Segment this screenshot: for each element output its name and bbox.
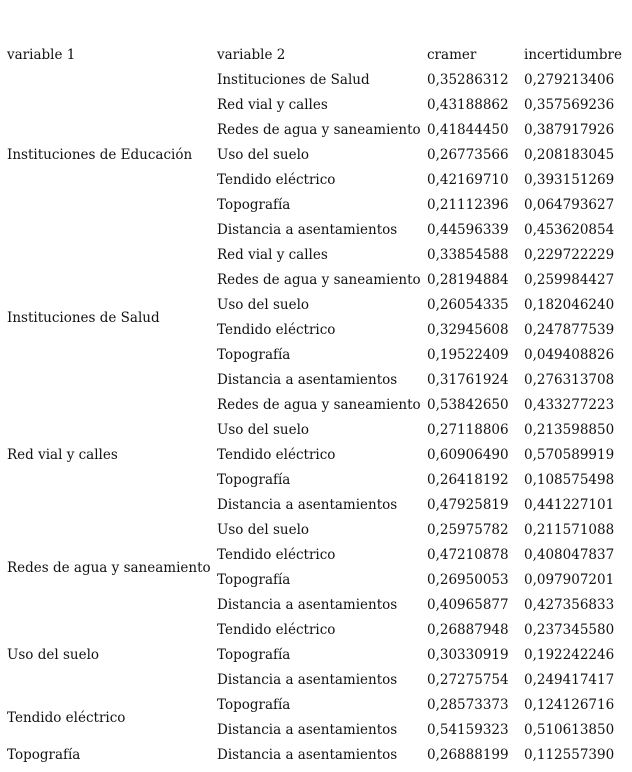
incertidumbre-cell: 0,049408826 [524,347,615,363]
variable-2-cell: Topografía [217,472,291,488]
cramer-cell: 0,28573373 [427,697,509,713]
incertidumbre-cell: 0,453620854 [524,222,615,238]
cramer-cell: 0,26773566 [427,147,509,163]
table-row [0,618,632,643]
variable-2-cell: Red vial y calles [217,247,328,263]
cramer-cell: 0,26054335 [427,297,509,313]
cramer-cell: 0,32945608 [427,322,509,338]
cramer-cell: 0,41844450 [427,122,509,138]
incertidumbre-cell: 0,393151269 [524,172,615,188]
table-row [0,693,632,718]
variable-2-cell: Tendido eléctrico [217,547,336,563]
incertidumbre-cell: 0,208183045 [524,147,615,163]
variable-2-cell: Tendido eléctrico [217,172,336,188]
cramer-cell: 0,35286312 [427,72,509,88]
variable-2-cell: Distancia a asentamientos [217,497,398,513]
incertidumbre-cell: 0,182046240 [524,297,615,313]
variable-2-cell: Tendido eléctrico [217,447,336,463]
variable-2-cell: Uso del suelo [217,297,310,313]
variable-1-cell: Redes de agua y saneamiento [7,559,211,576]
table-row [0,68,632,93]
cramer-cell: 0,27118806 [427,422,509,438]
variable-2-cell: Topografía [217,697,291,713]
variable-1-cell: Tendido eléctrico [7,709,126,726]
cramer-cell: 0,43188862 [427,97,509,113]
incertidumbre-cell: 0,441227101 [524,497,615,513]
table-row [0,518,632,543]
incertidumbre-cell: 0,237345580 [524,622,615,638]
header-cramer: cramer [427,47,477,63]
incertidumbre-cell: 0,279213406 [524,72,615,88]
cramer-cell: 0,27275754 [427,672,509,688]
header-variable-2: variable 2 [217,47,286,63]
cramer-cell: 0,33854588 [427,247,509,263]
variable-1-cell: Red vial y calles [7,447,118,463]
incertidumbre-cell: 0,213598850 [524,422,615,438]
variable-2-cell: Distancia a asentamientos [217,222,398,238]
incertidumbre-cell: 0,433277223 [524,397,615,413]
incertidumbre-cell: 0,357569236 [524,97,615,113]
incertidumbre-cell: 0,247877539 [524,322,615,338]
incertidumbre-cell: 0,229722229 [524,247,615,263]
cramer-cell: 0,31761924 [427,372,509,388]
variable-1-cell: Topografía [7,747,81,763]
cramer-cell: 0,60906490 [427,447,509,463]
incertidumbre-cell: 0,112557390 [524,747,615,763]
variable-2-cell: Redes de agua y saneamiento [217,122,421,138]
variable-2-cell: Distancia a asentamientos [217,672,398,688]
incertidumbre-cell: 0,427356833 [524,597,615,613]
table-row [0,393,632,418]
incertidumbre-cell: 0,408047837 [524,547,615,563]
cramer-cell: 0,26418192 [427,472,509,488]
cramer-cell: 0,47210878 [427,547,509,563]
variable-2-cell: Topografía [217,647,291,663]
variable-2-cell: Red vial y calles [217,97,328,113]
cramer-cell: 0,19522409 [427,347,509,363]
incertidumbre-cell: 0,124126716 [524,697,615,713]
variable-2-cell: Uso del suelo [217,522,310,538]
cramer-cell: 0,40965877 [427,597,509,613]
header-incertidumbre: incertidumbre [524,47,622,63]
variable-2-cell: Distancia a asentamientos [217,722,398,738]
incertidumbre-cell: 0,097907201 [524,572,615,588]
header-row [0,43,632,68]
variable-1-cell: Instituciones de Salud [7,309,160,326]
variable-2-cell: Topografía [217,572,291,588]
variable-2-cell: Distancia a asentamientos [217,597,398,613]
association-table [0,43,632,768]
cramer-cell: 0,42169710 [427,172,509,188]
cramer-cell: 0,53842650 [427,397,509,413]
cramer-cell: 0,25975782 [427,522,509,538]
cramer-cell: 0,47925819 [427,497,509,513]
variable-2-cell: Distancia a asentamientos [217,747,398,763]
variable-2-cell: Uso del suelo [217,147,310,163]
cramer-cell: 0,26950053 [427,572,509,588]
table-row [0,743,632,768]
incertidumbre-cell: 0,249417417 [524,672,615,688]
cramer-cell: 0,54159323 [427,722,509,738]
cramer-cell: 0,26887948 [427,622,509,638]
incertidumbre-cell: 0,192242246 [524,647,615,663]
table-row [0,243,632,268]
cramer-cell: 0,44596339 [427,222,509,238]
cramer-cell: 0,28194884 [427,272,509,288]
cramer-cell: 0,26888199 [427,747,509,763]
incertidumbre-cell: 0,276313708 [524,372,615,388]
cramer-cell: 0,21112396 [427,197,509,213]
incertidumbre-cell: 0,259984427 [524,272,615,288]
variable-2-cell: Redes de agua y saneamiento [217,397,421,413]
incertidumbre-cell: 0,064793627 [524,197,615,213]
variable-2-cell: Tendido eléctrico [217,622,336,638]
variable-1-cell: Uso del suelo [7,647,100,663]
variable-1-cell: Instituciones de Educación [7,147,193,163]
table-body [0,68,632,768]
incertidumbre-cell: 0,387917926 [524,122,615,138]
header-variable-1: variable 1 [7,47,76,63]
variable-2-cell: Distancia a asentamientos [217,372,398,388]
incertidumbre-cell: 0,510613850 [524,722,615,738]
variable-2-cell: Topografía [217,347,291,363]
variable-2-cell: Topografía [217,197,291,213]
incertidumbre-cell: 0,570589919 [524,447,615,463]
incertidumbre-cell: 0,108575498 [524,472,615,488]
variable-2-cell: Uso del suelo [217,422,310,438]
incertidumbre-cell: 0,211571088 [524,522,615,538]
variable-2-cell: Redes de agua y saneamiento [217,272,421,288]
variable-2-cell: Tendido eléctrico [217,322,336,338]
variable-2-cell: Instituciones de Salud [217,72,370,88]
cramer-cell: 0,30330919 [427,647,509,663]
